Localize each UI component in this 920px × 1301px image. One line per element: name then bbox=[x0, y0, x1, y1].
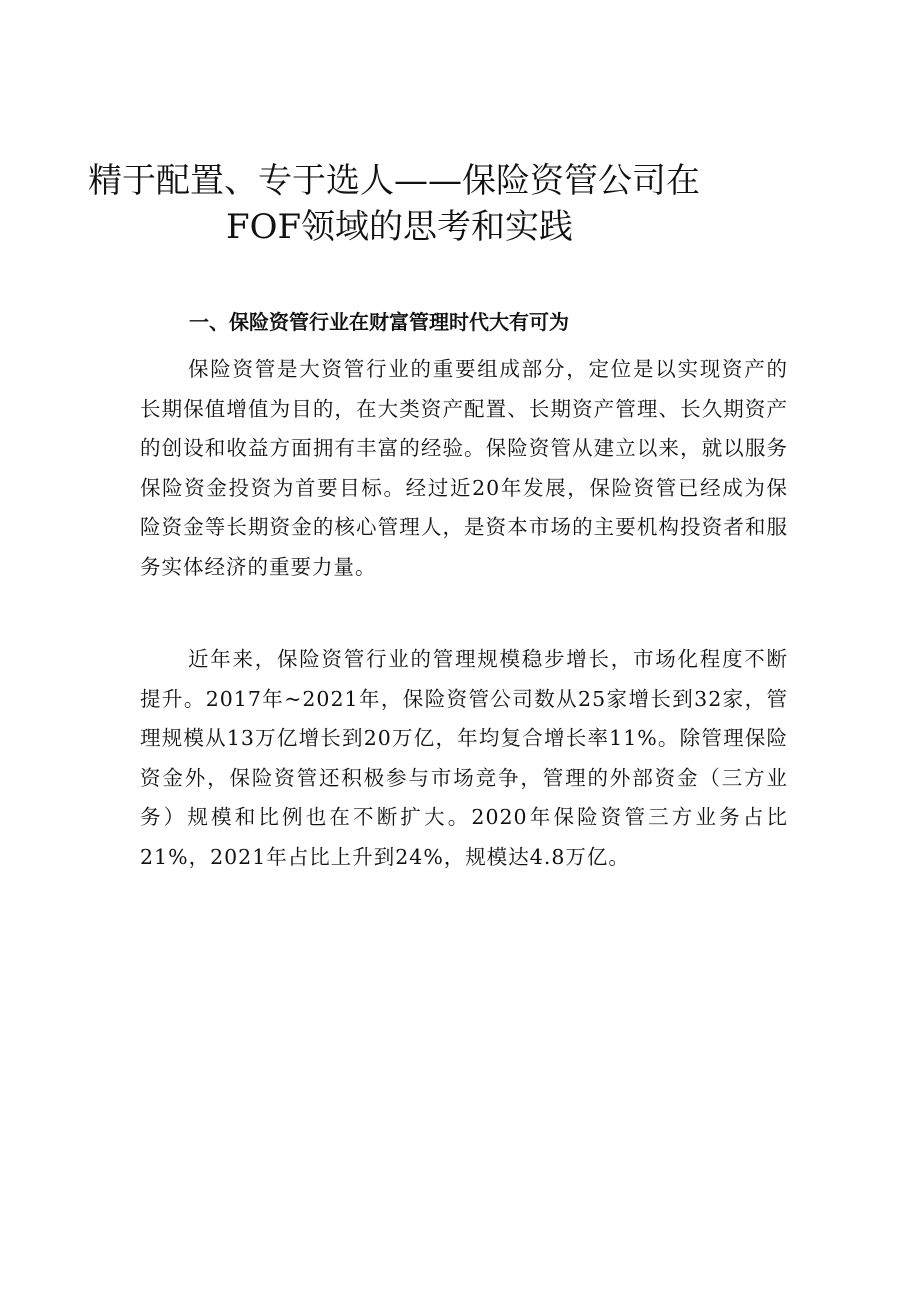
body-paragraph-2: 近年来，保险资管行业的管理规模稳步增长，市场化程度不断提升。2017年~2021年，保险资管公司数从25家增长到32家，管理规模从13万亿增长到20万亿，年均复合增长率11%。除管理保险资金外，保险资管还积极参与市场竞争，管理的外部资金（三方业务）规模和比例也在不断扩大。2020年保险资管三方业务占比21%，2021年占比上升到24%，规模达4.8万亿。 bbox=[140, 647, 788, 869]
title-line-2: FOF领域的思考和实践 bbox=[226, 207, 574, 247]
body-paragraph-1: 保险资管是大资管行业的重要组成部分，定位是以实现资产的长期保值增值为目的，在大类资产配置、长期资产管理、长久期资产的创设和收益方面拥有丰富的经验。保险资管从建立以来，就以服务保险资金投资为首要目标。经过近20年发展，保险资管已经成为保险资金等长期资金的核心管理人，是资本市场的主要机构投资者和服务实体经济的重要力量。 bbox=[140, 357, 788, 579]
title-line-1: 精于配置、专于选人——保险资管公司在 bbox=[88, 161, 700, 201]
section-heading: 一、保险资管行业在财富管理时代大有可为 bbox=[189, 310, 569, 334]
document-title bbox=[88, 158, 788, 250]
